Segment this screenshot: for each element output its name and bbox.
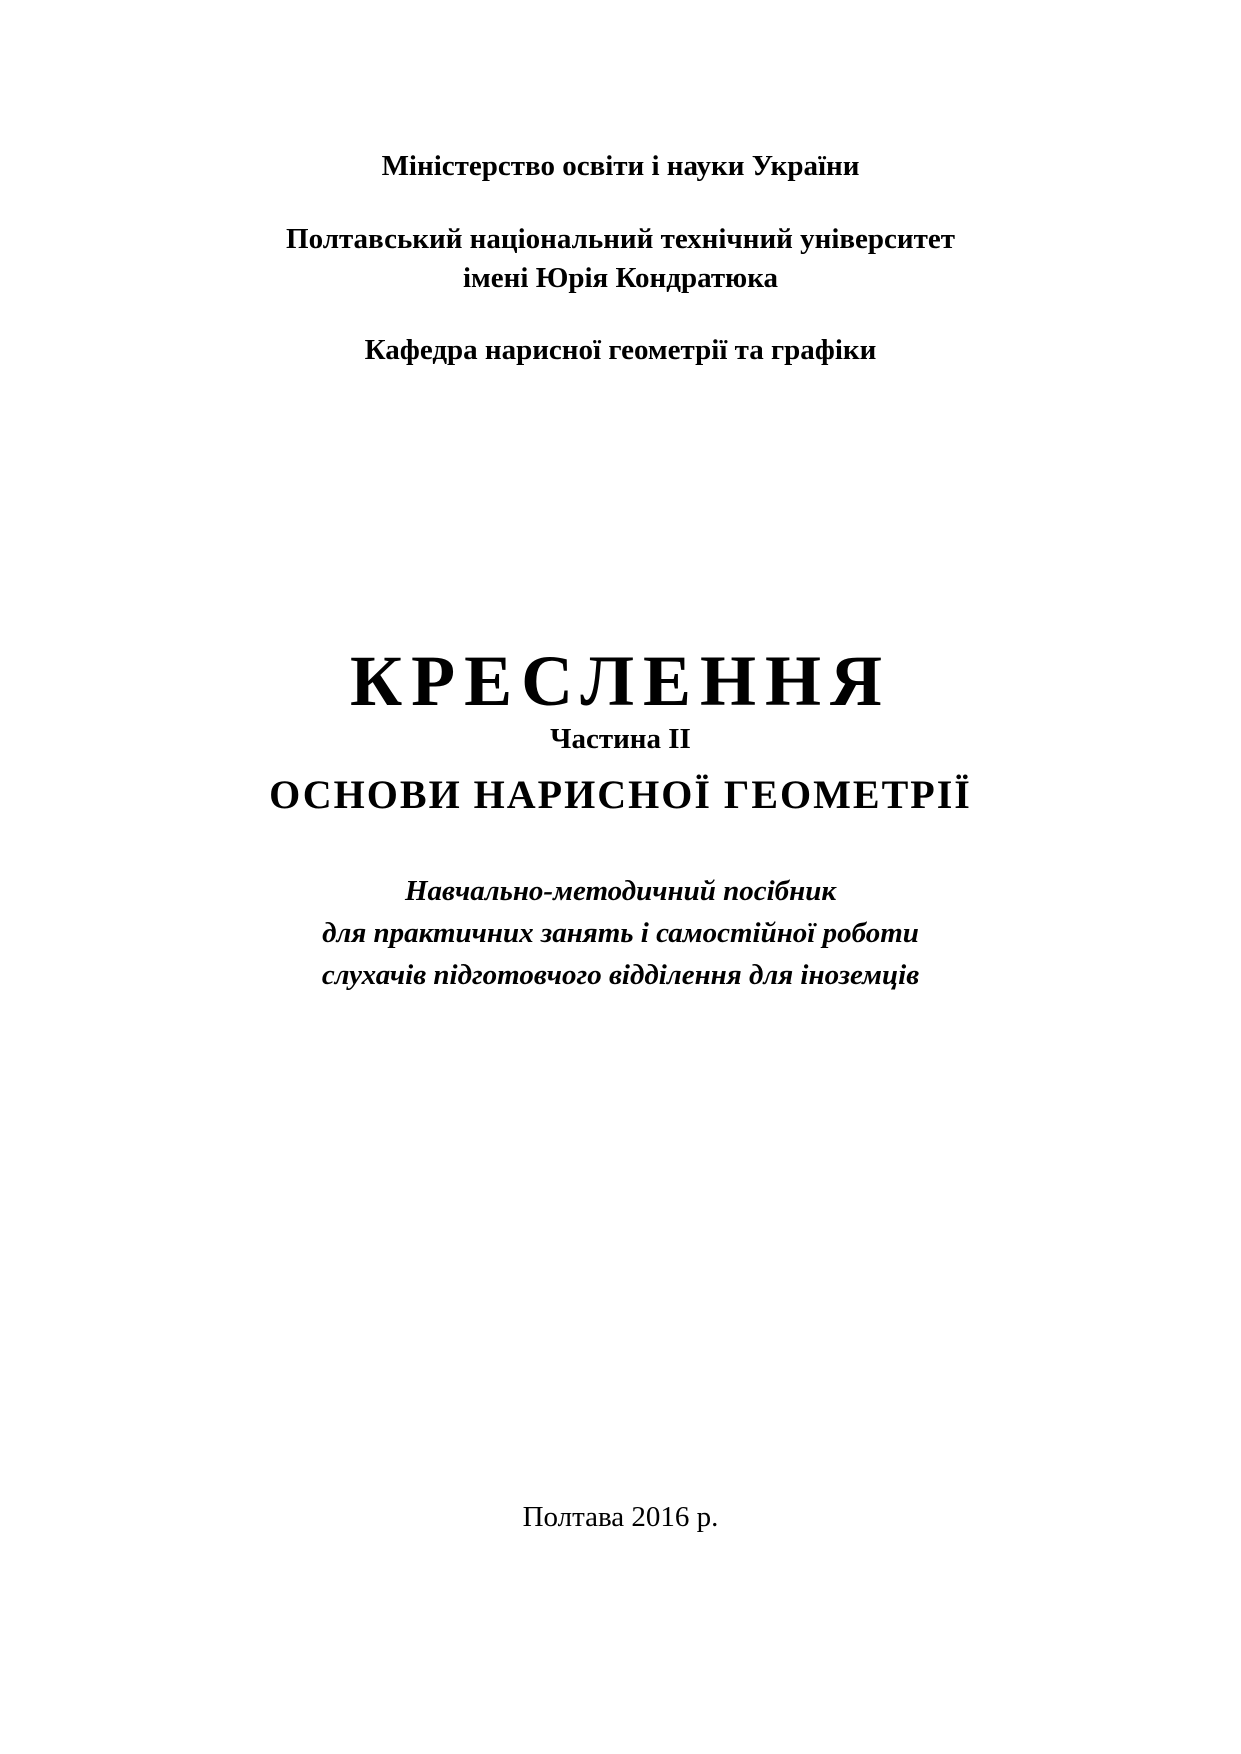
description-line-3: слухачів підготовчого відділення для іноземців bbox=[321, 959, 920, 991]
ministry-heading: Міністерство освіти і науки України bbox=[381, 150, 860, 182]
university-name-line-1: Полтавський національний технічний університет bbox=[286, 223, 955, 255]
description-line-1: Навчально-методичний посібник bbox=[404, 875, 837, 907]
document-title: КРЕСЛЕННЯ bbox=[349, 641, 892, 721]
part-label: Частина ІІ bbox=[550, 723, 691, 755]
document-subtitle: ОСНОВИ НАРИСНОЇ ГЕОМЕТРІЇ bbox=[269, 772, 972, 817]
description-line-2: для практичних занять і самостійної роботи bbox=[322, 917, 919, 949]
place-and-year: Полтава 2016 р. bbox=[522, 1501, 719, 1533]
university-name-line-2: імені Юрія Кондратюка bbox=[463, 262, 778, 294]
department-heading: Кафедра нарисної геометрії та графіки bbox=[364, 334, 877, 366]
